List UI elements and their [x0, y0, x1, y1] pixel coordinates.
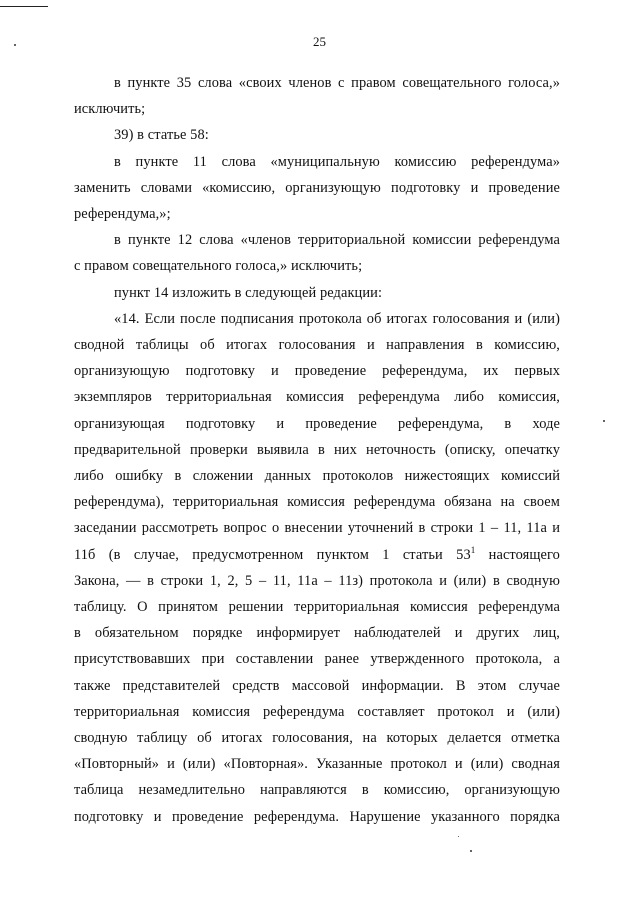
page-number: 25	[313, 34, 326, 49]
text-line: исключить;	[74, 101, 146, 118]
text-line: с правом совещательного голоса,» исключить;	[74, 258, 363, 275]
text-line: также представителей средств массовой информации. В этом случае	[74, 677, 560, 694]
text-line: таблицу. О принятом решении территориальная комиссия референдума	[74, 599, 560, 616]
text-line: сводной таблицы об итогах голосования и направления в комиссию,	[74, 337, 560, 354]
text-line: Закона, — в строки 1, 2, 5 – 11, 11а – 11з) протокола и (или) в сводную	[74, 572, 560, 589]
scan-speck	[458, 836, 459, 837]
text-line: таблица незамедлительно направляются в комиссию, организующую	[74, 782, 560, 799]
text-line: либо ошибку в сложении данных протоколов нижестоящих комиссий	[74, 468, 560, 485]
text-line: в пункте 35 слова «своих членов с правом совещательного голоса,»	[114, 75, 560, 91]
text-line: предварительной проверки выявила в них неточность (описку, опечатку	[74, 441, 560, 458]
superscript: 1	[470, 544, 476, 555]
text-line: 39) в статье 58:	[114, 127, 209, 144]
text-line	[74, 542, 560, 568]
text-fragment: настоящего	[475, 546, 560, 563]
text-line: организующую подготовку и проведение референдума, их первых	[74, 363, 560, 380]
document-body	[74, 70, 560, 830]
text-line: заменить словами «комиссию, организующую подготовку и проведение	[74, 179, 560, 196]
text-fragment: 11б (в случае, предусмотренном пунктом 1 статьи 53	[74, 546, 471, 563]
text-line: заседании рассмотреть вопрос о внесении уточнений в строки 1 – 11, 11а и	[74, 520, 560, 537]
text-line: пункт 14 изложить в следующей редакции:	[114, 284, 383, 301]
text-line: референдума), территориальная комиссия референдума обязана на своем	[74, 494, 560, 511]
text-line: в обязательном порядке информирует наблюдателей и других лиц,	[74, 625, 560, 642]
text-line: сводную таблицу об итогах голосования, на которых делается отметка	[74, 730, 560, 747]
text-line: «Повторный» и (или) «Повторная». Указанные протокол и (или) сводная	[74, 756, 560, 773]
text-line: в пункте 12 слова «членов территориальной комиссии референдума	[114, 232, 560, 249]
scan-speck	[470, 850, 472, 852]
text-line: «14. Если после подписания протокола об итогах голосования и (или)	[114, 310, 560, 327]
scan-speck	[603, 420, 605, 422]
text-line: в пункте 11 слова «муниципальную комиссию референдума»	[114, 153, 560, 170]
text-line: референдума,»;	[74, 206, 171, 223]
text-line: организующая подготовку и проведение референдума, в ходе	[74, 415, 560, 432]
text-line: территориальная комиссия референдума составляет протокол и (или)	[74, 703, 560, 720]
text-line: подготовку и проведение референдума. Нарушение указанного порядка	[74, 808, 560, 825]
text-line: присутствовавших при составлении ранее утвержденного протокола, а	[74, 651, 560, 668]
scan-edge-mark	[0, 6, 48, 7]
text-line: экземпляров территориальная комиссия референдума либо комиссия,	[74, 389, 560, 406]
